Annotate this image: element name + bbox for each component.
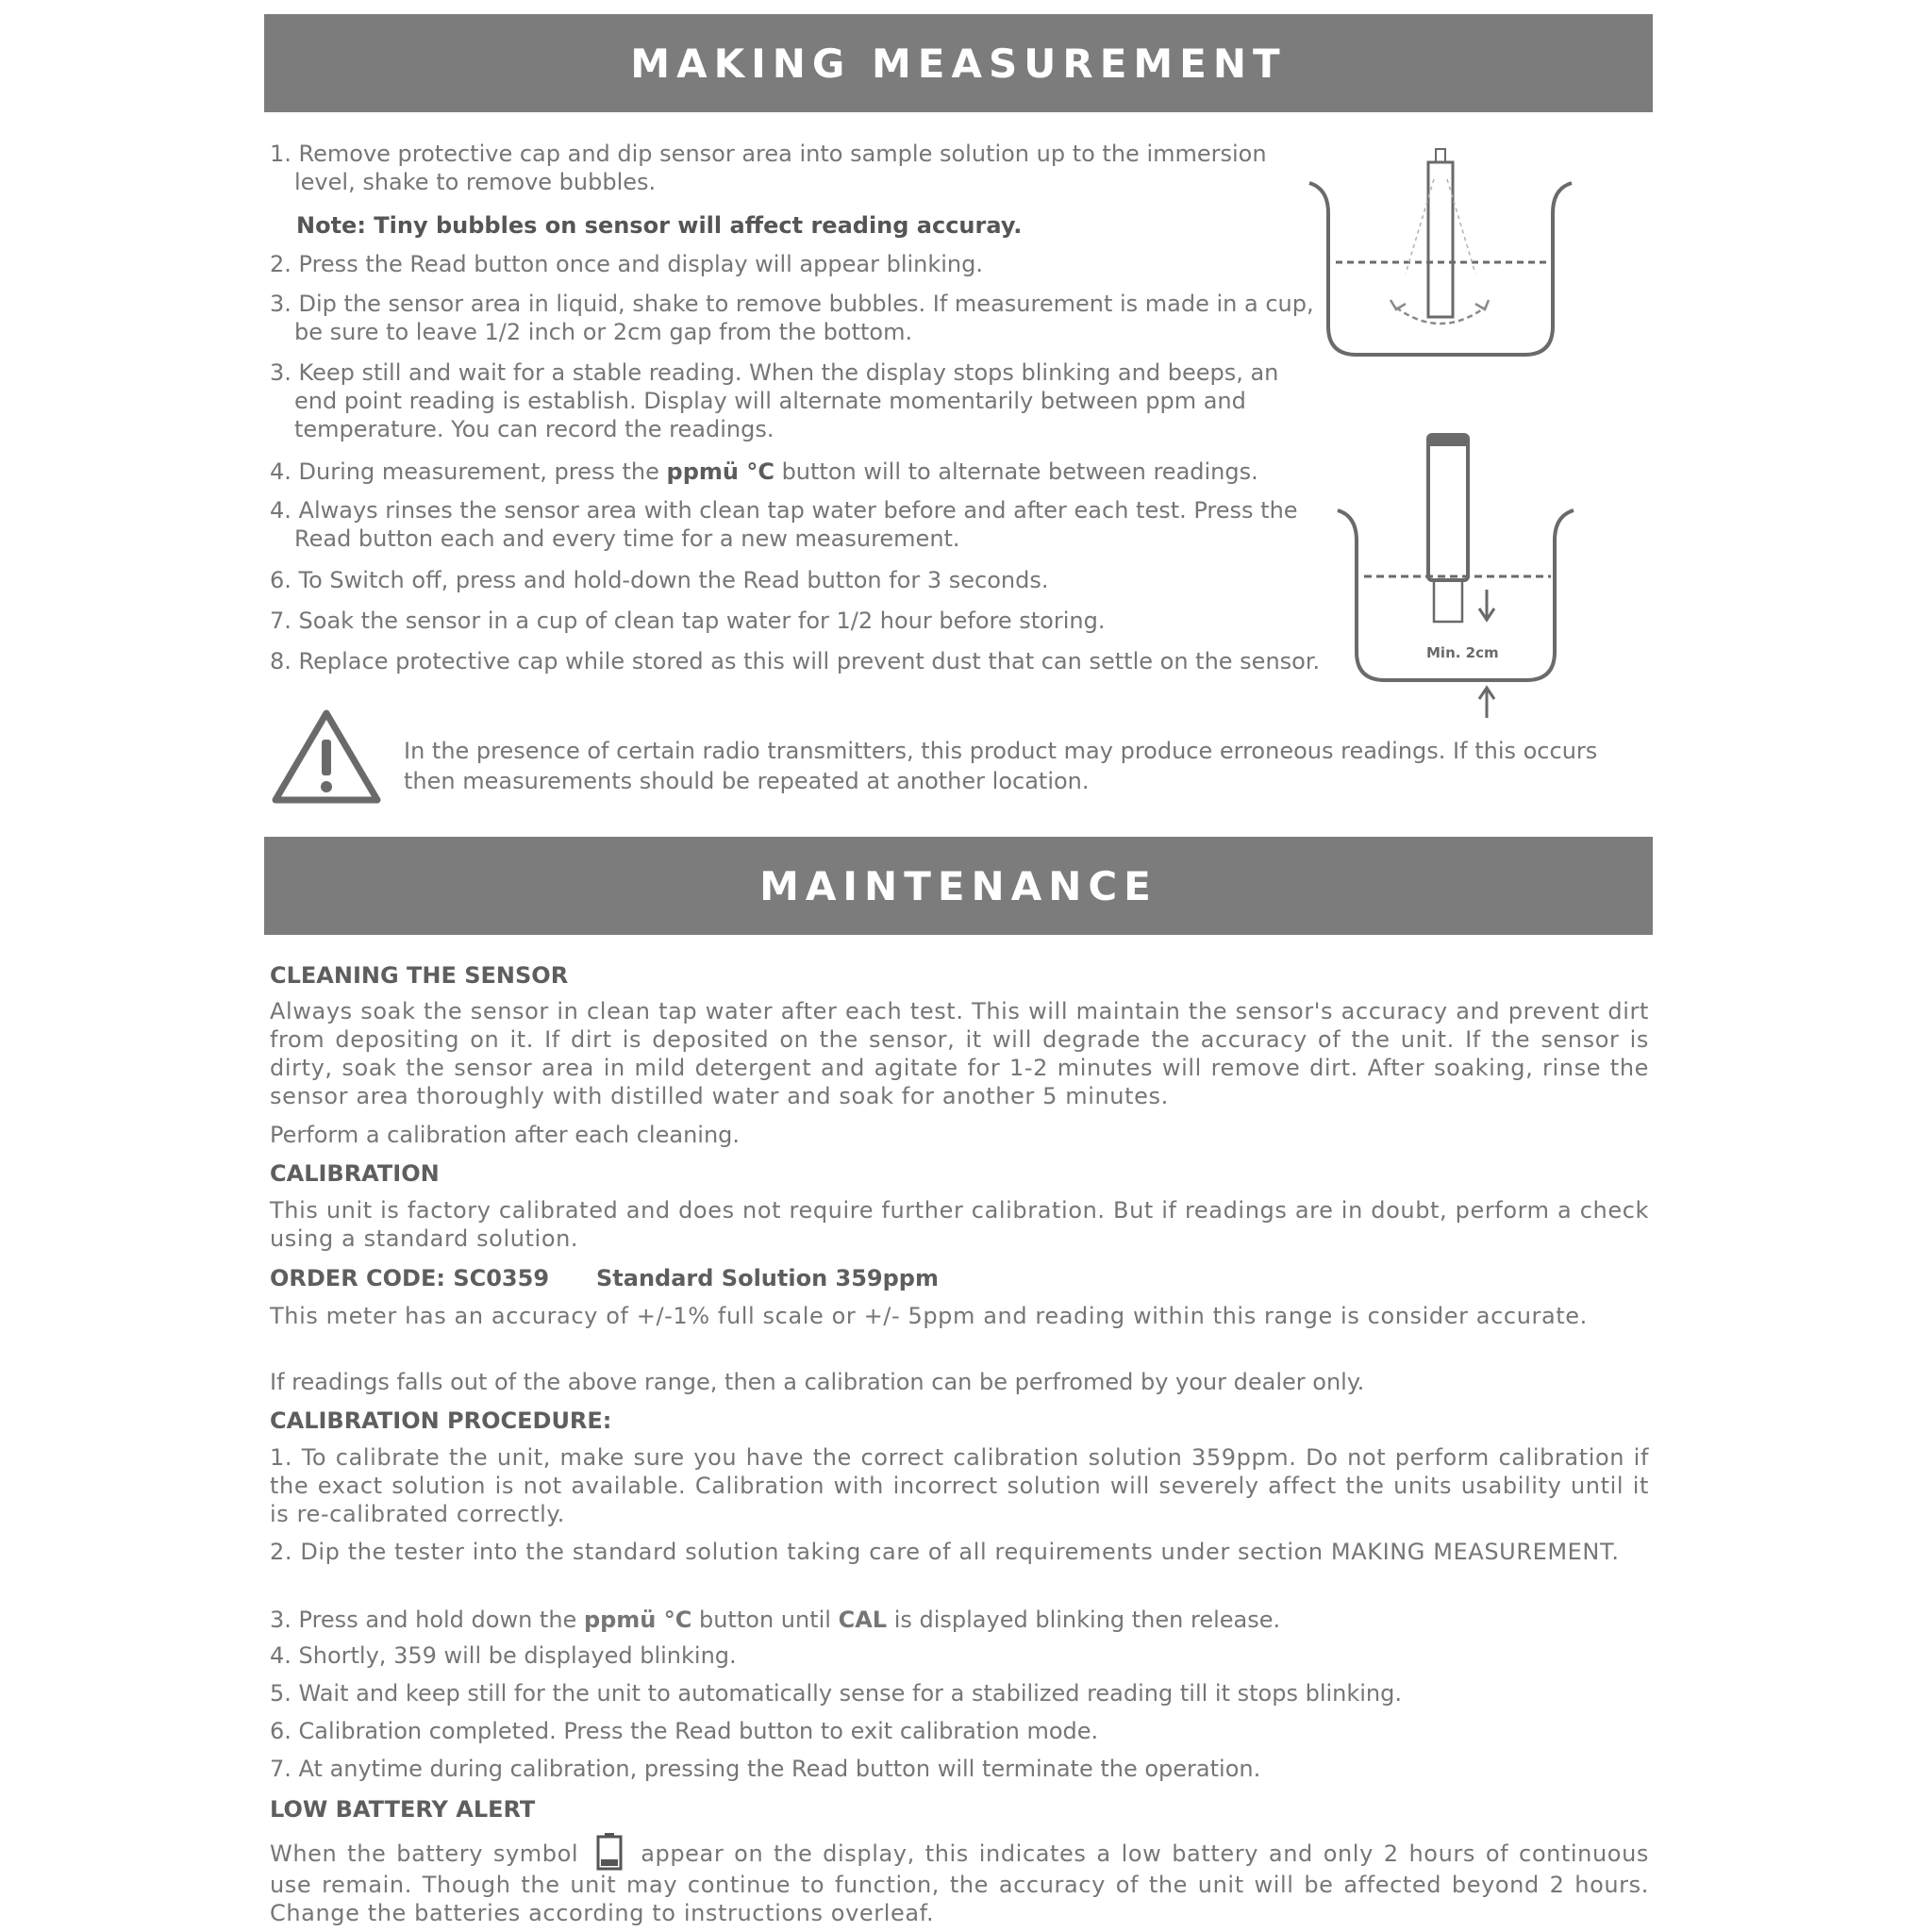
ppm-temp-button-label: ppmü °C — [666, 458, 774, 485]
cleaning-heading: CLEANING THE SENSOR — [270, 962, 569, 989]
step-item: 3. Dip the sensor area in liquid, shake to remove bubbles. If measurement is made in a cup, be sure to leave 1/2 inch or 2cm gap from the bottom. — [270, 291, 1314, 345]
section-banner-maintenance — [264, 837, 1653, 935]
order-solution: Standard Solution 359ppm — [596, 1265, 939, 1291]
order-code-line — [270, 1265, 986, 1291]
step-text: button will to alternate between readings. — [774, 458, 1258, 485]
procedure-text: 3. Press and hold down the — [270, 1607, 584, 1633]
step-item — [270, 458, 1323, 486]
procedure-text: is displayed blinking then release. — [887, 1607, 1281, 1633]
step-item: 7. Soak the sensor in a cup of clean tap water for 1/2 hour before storing. — [270, 608, 1106, 634]
dealer-text: If readings falls out of the above range, then a calibration can be perfromed by your dealer only. — [270, 1369, 1365, 1395]
procedure-step: 1. To calibrate the unit, make sure you have the correct calibration solution 359ppm. Do not perform calibration if the exact solution is not available. Calibration with incorrect solution will severely affect the units usability until it is re-calibrated correctly. — [270, 1444, 1649, 1527]
calibration-text: This unit is factory calibrated and does not require further calibration. But if readings are in doubt, perform a check using a standard solution. — [270, 1197, 1649, 1252]
step-item: 2. Press the Read button once and display will appear blinking. — [270, 251, 983, 277]
procedure-step: 7. At anytime during calibration, pressing the Read button will terminate the operation. — [270, 1756, 1261, 1782]
low-battery-icon — [595, 1833, 624, 1871]
procedure-heading: CALIBRATION PROCEDURE: — [270, 1407, 612, 1434]
note-text: Note: Tiny bubbles on sensor will affect reading accuray. — [296, 212, 1023, 239]
procedure-step: 6. Calibration completed. Press the Read button to exit calibration mode. — [270, 1718, 1099, 1744]
step-item: 3. Keep still and wait for a stable reading. When the display stops blinking and beeps, an end point reading is establish. Display will alternate momentarily between ppm and temperature. You can record the readings. — [270, 359, 1279, 442]
min-gap-illustration — [1330, 429, 1585, 731]
min-gap-label: Min. 2cm — [1426, 644, 1499, 661]
procedure-text: button until — [691, 1607, 839, 1633]
battery-text-post: appear on the display, this indicates a low battery and only 2 hours of continuous use remain. Though the unit may continue to function, the accuracy of the unit will be affected beyond 2 hours. Change the batteries according to instructions overleaf. — [270, 1840, 1650, 1926]
battery-heading: LOW BATTERY ALERT — [270, 1796, 536, 1823]
procedure-step — [270, 1606, 1649, 1634]
procedure-step: 2. Dip the tester into the standard solution taking care of all requirements under section MAKING MEASUREMENT. — [270, 1539, 1620, 1565]
battery-text — [270, 1833, 1649, 1927]
accuracy-text: This meter has an accuracy of +/-1% full scale or +/- 5ppm and reading within this range is consider accurate. — [270, 1303, 1588, 1329]
step-item: 4. Always rinses the sensor area with clean tap water before and after each test. Press the Read button each and every time for a new measurement. — [270, 497, 1298, 552]
cal-label: CAL — [838, 1607, 888, 1633]
procedure-step: 5. Wait and keep still for the unit to automatically sense for a stabilized reading till it stops blinking. — [270, 1680, 1402, 1707]
battery-text-pre: When the battery symbol — [270, 1840, 579, 1867]
warning-icon — [270, 708, 383, 806]
cleaning-after-text: Perform a calibration after each cleaning. — [270, 1122, 741, 1148]
step-text: 4. During measurement, press the — [270, 458, 667, 485]
section-title: MAINTENANCE — [759, 862, 1158, 909]
order-code: ORDER CODE: SC0359 — [270, 1265, 550, 1291]
warning-text: In the presence of certain radio transmitters, this product may produce erroneous readings. If this occurs then measurements should be repeated at another location. — [404, 738, 1598, 794]
step-item: 1. Remove protective cap and dip sensor area into sample solution up to the immersion level, shake to remove bubbles. — [270, 141, 1267, 195]
section-title: MAKING MEASUREMENT — [630, 40, 1287, 87]
section-banner-making-measurement — [264, 14, 1653, 112]
ppm-temp-button-label: ppmü °C — [583, 1607, 692, 1633]
dip-sensor-illustration — [1302, 142, 1585, 368]
procedure-step: 4. Shortly, 359 will be displayed blinking. — [270, 1642, 737, 1669]
calibration-heading: CALIBRATION — [270, 1160, 440, 1187]
step-item: 6. To Switch off, press and hold-down the Read button for 3 seconds. — [270, 567, 1049, 593]
cleaning-text: Always soak the sensor in clean tap water after each test. This will maintain the sensor's accuracy and prevent dirt from depositing on it. If dirt is deposited on the sensor, it will degrade the accuracy of the unit. If the sensor is dirty, soak the sensor area in mild detergent and agitate for 1-2 minutes will remove dirt. After soaking, rinse the sensor area thoroughly with distilled water and soak for another 5 minutes. — [270, 998, 1649, 1109]
step-item: 8. Replace protective cap while stored as this will prevent dust that can settle on the sensor. — [270, 648, 1321, 675]
